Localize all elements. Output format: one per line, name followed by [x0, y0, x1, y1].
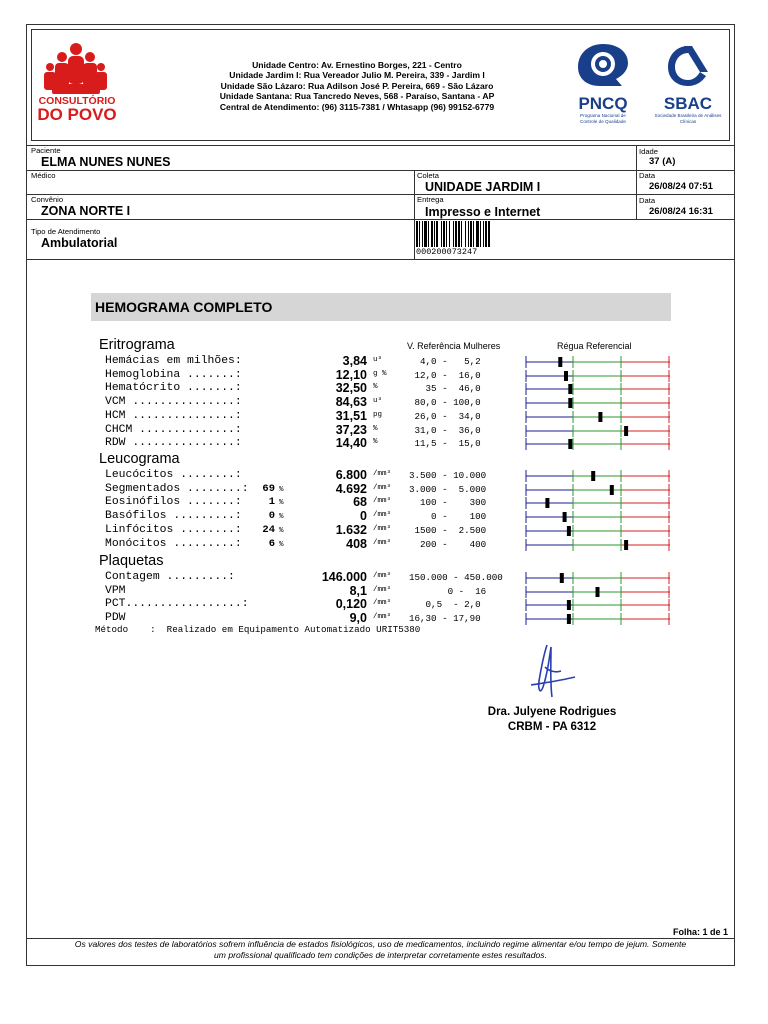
exam-title-bar	[91, 293, 671, 321]
result-unit: /mm³	[373, 585, 392, 594]
result-percent: 24	[262, 523, 275, 536]
result-reference: 16,30 - 17,90	[409, 613, 481, 625]
clinic-name	[36, 94, 118, 122]
result-unit: /mm³	[373, 524, 392, 533]
barcode-bar	[419, 221, 420, 247]
reference-ruler	[525, 425, 671, 437]
collection-date: 26/08/24 07:51	[649, 181, 713, 192]
reference-ruler	[525, 470, 671, 482]
barcode-bar	[468, 221, 469, 247]
result-percent-unit: %	[279, 540, 284, 549]
result-label: HCM ...............:	[105, 409, 242, 422]
ruler-marker	[598, 412, 602, 422]
result-value: 9,0	[349, 611, 367, 626]
result-label: Hematócrito .......:	[105, 382, 242, 395]
age-value: 37 (A)	[649, 156, 676, 167]
disclaimer-line1: Os valores dos testes de laboratórios sofrem influência de estados fisiológicos, uso de medicamentos, incluindo regime alimentar e/ou tempo de jejum. Somente	[74, 939, 687, 949]
result-reference: 31,0 - 36,0	[409, 424, 481, 436]
result-value: 6.800	[335, 468, 367, 482]
barcode-bar	[428, 221, 429, 247]
clinic-name-line1: CONSULTÓRIO	[38, 95, 116, 107]
result-reference: 0,5 - 2,0	[409, 599, 481, 611]
result-value: 4.692	[335, 481, 367, 496]
service-type: Ambulatorial	[41, 236, 118, 250]
result-reference: 0 - 16	[409, 585, 487, 597]
signer-registration: CRBM - PA 6312	[507, 720, 597, 733]
result-percent: 6	[268, 537, 275, 550]
result-percent-unit: %	[279, 499, 284, 508]
result-reference: 1500 - 2.500	[409, 524, 487, 536]
result-value: 84,63	[335, 395, 367, 410]
insurance-value: ZONA NORTE I	[41, 204, 131, 218]
barcode-bar	[443, 221, 445, 247]
address-line: Unidade Jardim I: Rua Vereador Julio M. Pereira, 339 - Jardim I	[229, 70, 485, 81]
result-reference: 150.000 - 450.000	[409, 572, 503, 583]
result-unit: /mm³	[373, 613, 392, 622]
result-label: Hemácias em milhões:	[105, 355, 242, 367]
result-reference: 3.000 - 5.000	[409, 483, 487, 495]
clinic-name-line2: DO POVO	[37, 105, 117, 124]
pncq-label: PNCQ	[578, 94, 628, 113]
sbac-seal-icon	[654, 40, 722, 90]
ruler-marker	[564, 371, 568, 381]
result-reference: 0 - 100	[409, 511, 487, 523]
result-value: 12,10	[335, 367, 367, 382]
result-unit: /mm³	[373, 538, 392, 547]
result-label: Eosinófilos .......:	[105, 496, 242, 509]
collection-date-label: Data	[639, 171, 656, 180]
result-unit: /mm³	[373, 483, 392, 492]
ruler-marker	[567, 600, 571, 610]
divider	[636, 145, 637, 219]
result-unit: g %	[373, 369, 387, 378]
result-percent-unit: %	[279, 513, 284, 522]
reference-ruler	[525, 383, 671, 395]
method-note: Método : Realizado em Equipamento Automatizado URIT5380	[95, 624, 421, 635]
result-unit: %	[373, 424, 378, 433]
ruler-marker	[610, 485, 614, 495]
reference-ruler	[525, 525, 671, 537]
reference-ruler	[525, 356, 671, 368]
group-heading: Plaquetas	[99, 553, 164, 569]
ruler-marker	[558, 357, 562, 367]
delivery-date: 26/08/24 16:31	[649, 206, 713, 217]
ruler-marker	[560, 573, 564, 583]
age-label: Idade	[639, 147, 659, 156]
sbac-logo	[654, 40, 722, 132]
ruler-marker	[568, 439, 572, 449]
reference-ruler	[525, 539, 671, 551]
reference-ruler	[525, 438, 671, 450]
result-reference: 200 - 400	[409, 538, 487, 550]
patient-name-label: Paciente	[31, 146, 61, 155]
result-label: Leucócitos ........:	[105, 469, 242, 481]
result-reference: 12,0 - 16,0	[409, 369, 481, 381]
insurance-label: Convênio	[31, 195, 64, 204]
barcode-bar	[424, 221, 427, 247]
reference-ruler	[525, 497, 671, 509]
barcode-bar	[483, 221, 484, 247]
barcode-bar	[480, 221, 481, 247]
collection-label: Coleta	[417, 171, 439, 180]
result-label: VPM	[105, 584, 126, 597]
result-label: RDW ...............:	[105, 437, 242, 450]
result-value: 3,84	[342, 354, 367, 368]
delivery-value: Impresso e Internet	[425, 205, 541, 219]
pncq-logo	[572, 40, 634, 132]
delivery-date-label: Data	[639, 196, 656, 205]
result-value: 0	[360, 509, 367, 524]
result-value: 32,50	[335, 381, 367, 396]
sbac-label: SBAC	[663, 94, 713, 113]
result-unit: /mm³	[373, 599, 392, 608]
ruler-marker	[596, 587, 600, 597]
group-heading: Eritrograma	[99, 337, 175, 353]
result-label: Segmentados ........:	[105, 482, 249, 495]
report-header	[31, 29, 730, 141]
result-value: 31,51	[335, 408, 367, 423]
result-label: Monócitos .........:	[105, 537, 242, 550]
barcode-bar	[449, 221, 450, 247]
result-value: 68	[353, 495, 367, 510]
barcode-bar	[441, 221, 442, 247]
divider	[27, 259, 734, 260]
result-value: 0,120	[335, 597, 367, 612]
result-label: Contagem .........:	[105, 571, 235, 583]
result-percent: 69	[262, 482, 275, 495]
sbac-subtitle: Sociedade Brasileira de Análises Clínicas	[654, 113, 722, 124]
result-percent-unit: %	[279, 485, 284, 494]
reference-ruler	[525, 586, 671, 598]
reference-header: V. Referência Mulheres	[407, 341, 501, 351]
barcode-bar	[476, 221, 479, 247]
ruler-marker	[567, 614, 571, 624]
pncq-seal-icon	[572, 40, 634, 90]
doctor-label: Médico	[31, 171, 56, 180]
barcode-bar	[485, 221, 487, 247]
pncq-subtitle: Programa Nacional de Controle de Qualidade	[580, 113, 626, 124]
barcode-bar	[416, 221, 418, 247]
result-reference: 80,0 - 100,0	[409, 397, 481, 409]
signature-icon	[517, 637, 587, 701]
barcode-number: 000200073247	[416, 247, 478, 257]
ruler-marker	[624, 426, 628, 436]
divider	[27, 145, 734, 146]
clinic-addresses	[172, 60, 542, 112]
result-value: 1.632	[335, 522, 367, 537]
divider	[414, 170, 415, 259]
reference-ruler	[525, 484, 671, 496]
barcode-bar	[455, 221, 457, 247]
result-reference: 4,0 - 5,2	[409, 356, 481, 367]
result-unit: u³	[373, 356, 383, 364]
ruler-marker	[568, 384, 572, 394]
result-unit: u³	[373, 397, 383, 406]
signature-block	[467, 705, 637, 734]
barcode-bar	[473, 221, 474, 247]
result-reference: 26,0 - 34,0	[409, 410, 481, 422]
barcode-bar	[470, 221, 472, 247]
reference-ruler	[525, 511, 671, 523]
barcode-icon	[416, 221, 532, 247]
address-line: Unidade Centro: Av. Ernestino Borges, 221 - Centro	[252, 60, 462, 70]
result-unit: %	[373, 383, 378, 392]
ruler-marker	[563, 512, 567, 522]
result-label: CHCM ..............:	[105, 423, 242, 436]
barcode-bar	[436, 221, 438, 247]
result-label: VCM ...............:	[105, 396, 242, 409]
reference-ruler	[525, 397, 671, 409]
result-label: Basófilos .........:	[105, 510, 242, 523]
address-line: Unidade Santana: Rua Tancredo Neves, 568 - Paraíso, Santana - AP	[219, 91, 495, 102]
divider	[27, 194, 734, 195]
result-value: 8,1	[349, 583, 367, 598]
exam-title: HEMOGRAMA COMPLETO	[95, 299, 273, 315]
result-label: PDW	[105, 612, 126, 625]
barcode-bar	[422, 221, 423, 247]
barcode-bar	[458, 221, 460, 247]
result-unit: /mm³	[373, 497, 392, 506]
result-unit: /mm³	[373, 511, 392, 520]
result-label: Linfócitos ........:	[105, 523, 242, 536]
result-reference: 35 - 46,0	[409, 383, 481, 395]
reference-ruler	[525, 613, 671, 625]
delivery-label: Entrega	[417, 195, 444, 204]
result-percent: 0	[268, 510, 275, 523]
barcode-bar	[453, 221, 454, 247]
barcode-bar	[434, 221, 435, 247]
disclaimer	[29, 939, 732, 961]
result-value: 408	[346, 536, 367, 551]
address-line: Central de Atendimento: (96) 3115-7381 / Whtasapp (96) 99152-6779	[219, 101, 495, 112]
reference-ruler	[525, 370, 671, 382]
reference-ruler	[525, 572, 671, 584]
barcode-bar	[446, 221, 447, 247]
result-reference: 100 - 300	[409, 497, 487, 509]
divider	[27, 170, 734, 171]
result-reference: 11,5 - 15,0	[409, 438, 481, 450]
result-label: PCT.................:	[105, 598, 249, 611]
service-type-label: Tipo de Atendimento	[31, 227, 101, 236]
disclaimer-line2: um profissional qualificado tem condições de interpretar corretamente estes resultados.	[214, 950, 547, 960]
collection-unit: UNIDADE JARDIM I	[425, 180, 541, 194]
ruler-header: Régua Referencial	[557, 341, 632, 351]
ruler-marker	[624, 540, 628, 550]
result-percent: 1	[268, 496, 275, 509]
page-number: Folha: 1 de 1	[672, 927, 728, 937]
barcode-bar	[488, 221, 490, 247]
signer-name: Dra. Julyene Rodrigues	[487, 706, 617, 718]
ruler-marker	[567, 526, 571, 536]
divider	[27, 219, 734, 220]
result-unit: /mm³	[373, 572, 392, 580]
address-line: Unidade São Lázaro: Rua Adilson José P. Pereira, 669 - São Lázaro	[220, 80, 494, 91]
result-percent-unit: %	[279, 526, 284, 535]
barcode-bar	[461, 221, 462, 247]
lab-report-page	[26, 24, 735, 966]
barcode-bar	[465, 221, 466, 247]
result-unit: /mm³	[373, 470, 392, 478]
group-heading: Leucograma	[99, 451, 180, 467]
result-unit: %	[373, 438, 378, 447]
ruler-marker	[545, 498, 549, 508]
barcode-bar	[431, 221, 433, 247]
result-value: 146.000	[321, 570, 367, 584]
result-value: 37,23	[335, 422, 367, 437]
reference-ruler	[525, 411, 671, 423]
result-label: Hemoglobina .......:	[105, 368, 242, 381]
ruler-marker	[568, 398, 572, 408]
result-value: 14,40	[335, 436, 367, 451]
result-reference: 3.500 - 10.000	[409, 470, 487, 481]
patient-name: ELMA NUNES NUNES	[41, 155, 171, 169]
result-unit: pg	[373, 410, 383, 419]
reference-ruler	[525, 599, 671, 611]
ruler-marker	[591, 471, 595, 481]
